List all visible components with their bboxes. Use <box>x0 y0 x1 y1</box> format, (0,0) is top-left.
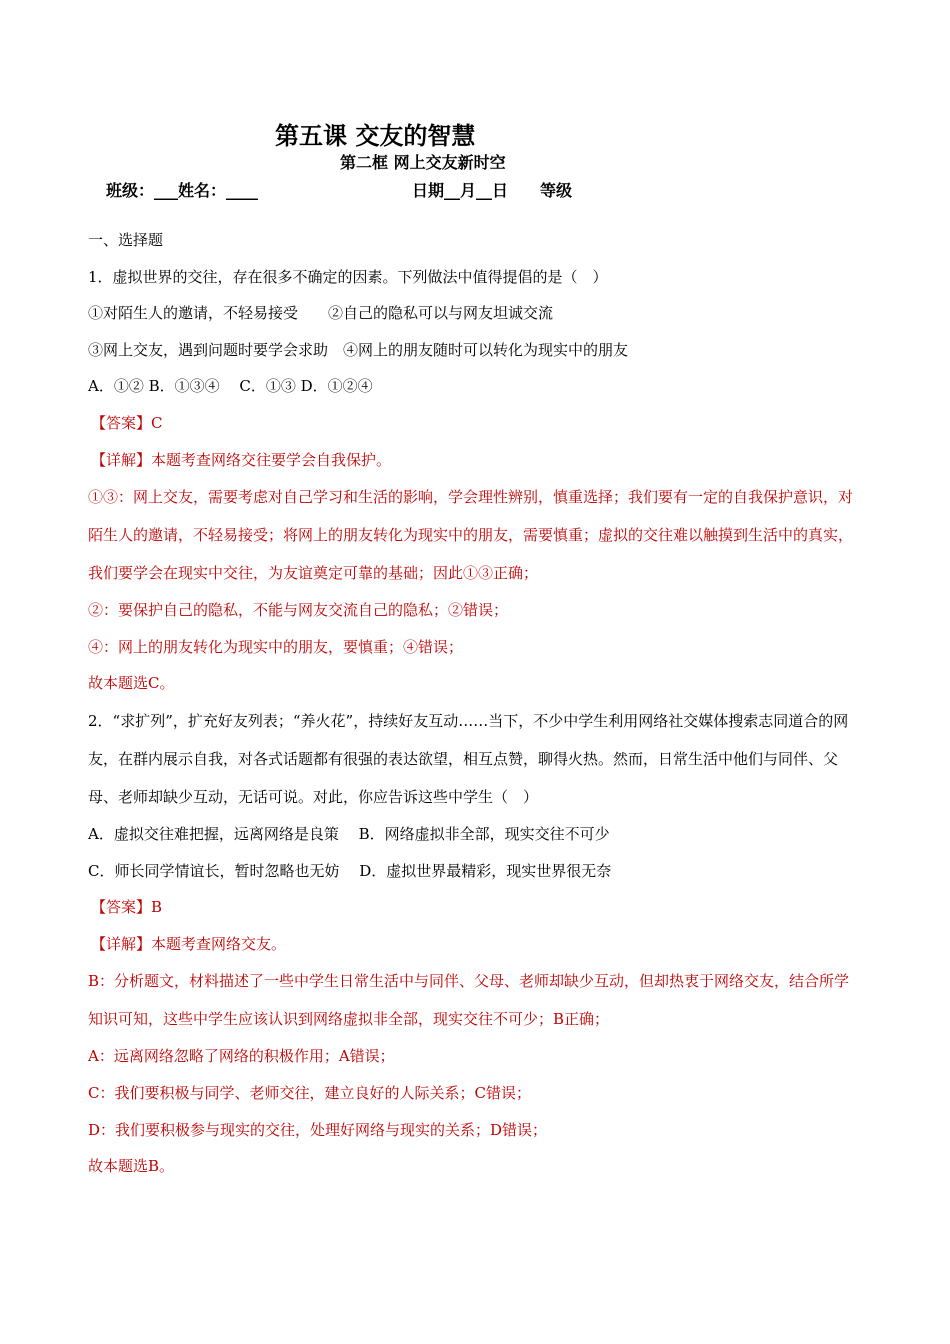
analysis-paragraph: B：分析题文，材料描述了一些中学生日常生活中与同伴、父母、老师却缺少互动，但却热衷于网络交友，结合所学知识可知，这些中学生应该认识到网络虚拟非全部，现实交往不可少；B正确； <box>88 972 850 1029</box>
detail-title: 【详解】本题考查网络交友。 <box>91 934 287 953</box>
analysis-line: D：我们要积极参与现实的交往，处理好网络与现实的关系；D错误； <box>88 1120 548 1139</box>
analysis-line: A：远离网络忽略了网络的积极作用；A错误； <box>88 1047 395 1066</box>
analysis-paragraph: ①③：网上交友，需要考虑对自己学习和生活的影响，学会理性辨别，慎重选择；我们要有一定的自我保护意识，对陌生人的邀请，不轻易接受；将网上的朋友转化为现实中的朋友，需要慎重；虚拟的交往难以触摸到生活中的真实，我们要学会在现实中交往，为友谊奠定可靠的基础；因此①③正确； <box>88 488 854 583</box>
grade-field: 等级 <box>540 181 573 200</box>
analysis-line: ②：要保护自己的隐私，不能与网友交流自己的隐私；②错误； <box>88 601 509 620</box>
analysis-line: ④：网上的朋友转化为现实中的朋友，要慎重；④错误； <box>88 637 464 656</box>
conclusion: 故本题选B。 <box>88 1157 175 1176</box>
question-2 <box>88 702 864 1185</box>
answer-label: 【答案】B <box>91 898 163 917</box>
analysis-line: C：我们要积极与同学、老师交往，建立良好的人际关系；C错误； <box>88 1083 531 1102</box>
date-field: 日期__月__日 <box>412 181 509 200</box>
class-name-field: 班级：___姓名：____ <box>106 181 259 200</box>
options-line: C．师长同学情谊长，暂时忽略也无妨 D．虚拟世界最精彩，现实世界很无奈 <box>88 861 612 880</box>
student-info-row <box>106 178 806 200</box>
question-content <box>88 222 864 1185</box>
question-stem: 2．“求扩列”，扩充好友列表；“养火花”，持续好友互动……当下，不少中学生利用网络社交媒体搜索志同道合的网友，在群内展示自我，对各式话题都有很强的表达欲望，相互点赞，聊得火热。然而，日常生活中他们与同伴、父母、老师却缺少互动，无话可说。对此，你应告诉这些中学生（ ） <box>88 711 849 806</box>
page-title: 第五课 交友的智慧 <box>275 121 476 150</box>
conclusion: 故本题选C。 <box>88 674 175 693</box>
answer-label: 【答案】C <box>91 413 163 432</box>
page-subtitle: 第二框 网上交友新时空 <box>340 153 506 172</box>
options-line: A．①② B．①③④ C．①③ D．①②④ <box>88 377 373 396</box>
statement-line: ①对陌生人的邀请，不轻易接受 ②自己的隐私可以与网友坦诚交流 <box>88 304 554 323</box>
section-title: 一、选择题 <box>88 231 164 249</box>
question-stem: 1．虚拟世界的交往，存在很多不确定的因素。下列做法中值得提倡的是（ ） <box>88 267 608 286</box>
options-line: A．虚拟交往难把握，远离网络是良策 B．网络虚拟非全部，现实交往不可少 <box>88 824 610 843</box>
detail-title: 【详解】本题考查网络交往要学会自我保护。 <box>91 450 392 469</box>
statement-line: ③网上交友，遇到问题时要学会求助 ④网上的朋友随时可以转化为现实中的朋友 <box>88 340 629 359</box>
question-1 <box>88 259 864 702</box>
